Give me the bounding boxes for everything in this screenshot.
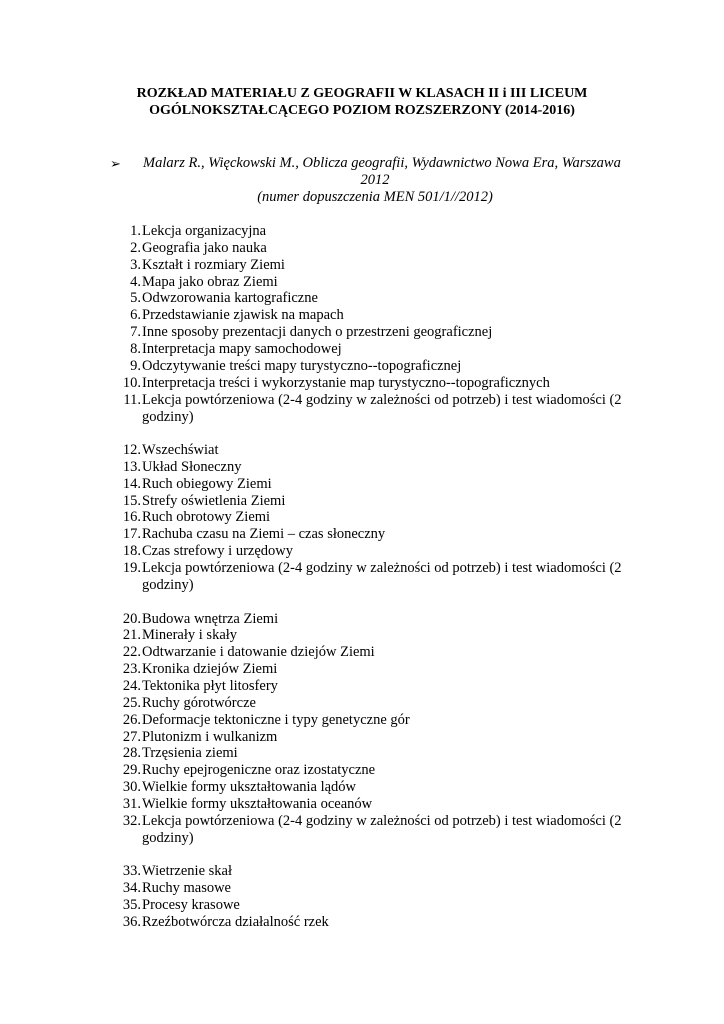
lesson-number: 28. xyxy=(122,745,141,762)
reference-line-1: Malarz R., Więckowski M., Oblicza geografii, Wydawnictwo Nowa Era, Warszawa xyxy=(143,155,621,171)
lesson-title: Ruch obiegowy Ziemi xyxy=(142,475,272,492)
lesson-title: Lekcja powtórzeniowa (2-4 godziny w zależności od potrzeb) i test wiadomości (2 xyxy=(142,560,622,576)
lesson-number: 25. xyxy=(122,694,141,711)
lesson-title: Lekcja organizacyjna xyxy=(142,223,267,239)
lesson-number: 14. xyxy=(122,475,141,492)
lesson-title: Tektonika płyt litosfery xyxy=(142,677,278,694)
lesson-number: 1. xyxy=(130,223,141,239)
lesson-number: 3. xyxy=(130,256,141,273)
lesson-number: 17. xyxy=(122,526,141,543)
lesson-number: 5. xyxy=(130,290,141,307)
lesson-title: Deformacje tektoniczne i typy genetyczne gór xyxy=(142,711,410,728)
lesson-title: Odwzorowania kartograficzne xyxy=(142,290,318,307)
lesson-number: 27. xyxy=(122,728,141,745)
lesson-number: 24. xyxy=(122,677,141,694)
lesson-title: Lekcja powtórzeniowa (2-4 godziny w zależności od potrzeb) i test wiadomości (2 xyxy=(142,391,622,408)
lesson-title: Ruchy epejrogeniczne oraz izostatyczne xyxy=(142,762,376,779)
lesson-title: Odczytywanie treści mapy turystyczno--topograficznej xyxy=(142,357,462,374)
lesson-title: Ruch obrotowy Ziemi xyxy=(142,509,271,526)
lesson-title-continuation: godziny) xyxy=(142,577,194,593)
lesson-title: Inne sposoby prezentacji danych o przestrzeni geograficznej xyxy=(142,324,493,341)
lesson-title: Rachuba czasu na Ziemi – czas słoneczny xyxy=(142,526,386,543)
arrow-bullet-icon: ➢ xyxy=(110,156,121,171)
lesson-number: 35. xyxy=(122,897,141,913)
reference-approval-number: (numer dopuszczenia MEN 501/1//2012) xyxy=(257,189,493,205)
lesson-number: 22. xyxy=(122,644,141,661)
lesson-title: Lekcja powtórzeniowa (2-4 godziny w zależności od potrzeb) i test wiadomości (2 xyxy=(142,812,622,829)
lesson-title: Układ Słoneczny xyxy=(142,458,242,475)
lesson-number: 6. xyxy=(130,307,141,324)
lesson-title: Ruchy górotwórcze xyxy=(142,694,256,711)
lesson-number: 33. xyxy=(122,863,141,880)
lesson-number: 13. xyxy=(122,458,141,475)
lesson-number: 4. xyxy=(130,273,141,290)
lesson-title: Trzęsienia ziemi xyxy=(142,745,238,762)
lesson-title-continuation: godziny) xyxy=(142,829,194,846)
lesson-number: 8. xyxy=(130,340,141,357)
lesson-number: 9. xyxy=(130,357,141,374)
lesson-title: Wszechświat xyxy=(142,442,219,459)
lesson-number: 2. xyxy=(130,239,141,256)
lesson-title-continuation: godziny) xyxy=(142,408,194,425)
lesson-title: Czas strefowy i urzędowy xyxy=(142,543,293,560)
lesson-number: 20. xyxy=(122,610,141,627)
lesson-number: 34. xyxy=(122,880,141,897)
lesson-number: 29. xyxy=(122,762,141,779)
lesson-title: Procesy krasowe xyxy=(142,897,240,913)
lesson-number: 7. xyxy=(130,324,141,341)
lesson-number: 32. xyxy=(122,812,141,829)
lesson-number: 26. xyxy=(122,711,141,728)
lesson-number: 18. xyxy=(122,543,141,560)
lesson-title: Plutonizm i wulkanizm xyxy=(142,728,278,745)
lesson-title: Kształt i rozmiary Ziemi xyxy=(142,256,285,273)
lesson-title: Minerały i skały xyxy=(142,627,238,644)
lesson-number: 12. xyxy=(122,442,141,459)
lesson-title: Mapa jako obraz Ziemi xyxy=(142,273,278,290)
lesson-number: 16. xyxy=(122,509,141,526)
lesson-title: Rzeźbotwórcza działalność rzek xyxy=(142,913,329,930)
lesson-number: 15. xyxy=(122,492,141,509)
lesson-number: 11. xyxy=(123,391,141,408)
document-title-line-2: OGÓLNOKSZTAŁCĄCEGO POZIOM ROZSZERZONY (2014-2016) xyxy=(149,103,575,118)
lesson-number: 23. xyxy=(122,661,141,678)
lesson-title: Wielkie formy ukształtowania oceanów xyxy=(142,795,373,812)
lesson-title: Wietrzenie skał xyxy=(142,863,232,880)
lesson-number: 31. xyxy=(122,795,141,812)
lesson-title: Budowa wnętrza Ziemi xyxy=(142,610,279,627)
lesson-number: 36. xyxy=(122,913,141,930)
lesson-title: Kronika dziejów Ziemi xyxy=(142,661,278,678)
lesson-title: Ruchy masowe xyxy=(142,880,231,897)
lesson-title: Wielkie formy ukształtowania lądów xyxy=(142,779,357,796)
document-title-line-1: ROZKŁAD MATERIAŁU Z GEOGRAFII W KLASACH II i III LICEUM xyxy=(136,86,588,101)
lesson-number: 30. xyxy=(122,779,141,796)
lesson-title: Interpretacja mapy samochodowej xyxy=(142,340,342,357)
lesson-title: Interpretacja treści i wykorzystanie map turystyczno--topograficznych xyxy=(142,374,550,391)
reference-line-2: 2012 xyxy=(360,172,390,188)
lesson-title: Strefy oświetlenia Ziemi xyxy=(142,492,286,509)
lesson-title: Przedstawianie zjawisk na mapach xyxy=(142,307,344,324)
lesson-number: 21. xyxy=(122,627,141,644)
lesson-title: Odtwarzanie i datowanie dziejów Ziemi xyxy=(142,644,375,661)
lesson-number: 10. xyxy=(122,374,141,391)
lesson-title: Geografia jako nauka xyxy=(142,239,267,256)
lesson-number: 19. xyxy=(122,560,141,576)
